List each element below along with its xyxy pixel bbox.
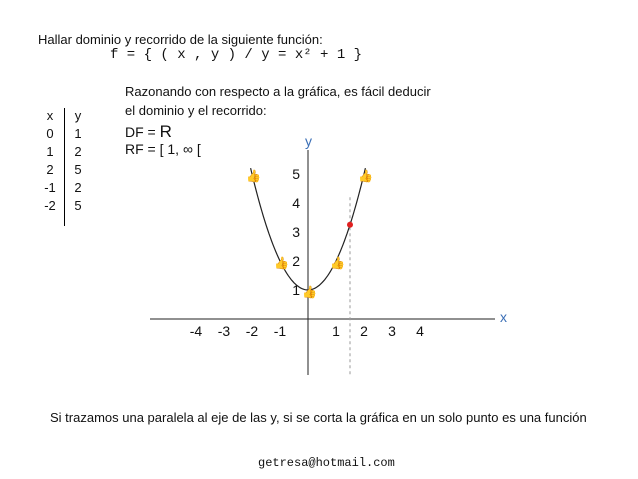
reasoning-line-1: Razonando con respecto a la gráfica, es fácil deducir bbox=[125, 84, 431, 99]
y-tick-label: 1 bbox=[292, 282, 300, 298]
thumb-marker-icon: 👍 bbox=[246, 169, 261, 183]
x-tick-label: -2 bbox=[245, 323, 259, 339]
y-tick-label: 4 bbox=[292, 195, 300, 211]
table-cell-y: 2 bbox=[74, 180, 82, 195]
table-cell-x: 1 bbox=[46, 144, 54, 159]
email-text: getresa@hotmail.com bbox=[258, 456, 395, 470]
x-tick-label: 2 bbox=[360, 323, 368, 339]
conclusion-text: Si trazamos una paralela al eje de las y, si se corta la gráfica en un solo punto es una función bbox=[50, 410, 587, 425]
table-cell-x: -1 bbox=[44, 180, 56, 195]
x-tick-label: -1 bbox=[273, 323, 287, 339]
x-tick-label: -3 bbox=[217, 323, 231, 339]
y-tick-label: 3 bbox=[292, 224, 300, 240]
table-cell-y: 1 bbox=[74, 126, 82, 141]
thumb-marker-icon: 👍 bbox=[358, 169, 373, 183]
instruction-text: Hallar dominio y recorrido de la siguiente función: bbox=[38, 32, 323, 47]
y-axis-label: y bbox=[305, 133, 312, 149]
table-cell-y: 2 bbox=[74, 144, 82, 159]
y-tick-label: 2 bbox=[292, 253, 300, 269]
thumb-marker-icon: 👍 bbox=[330, 256, 345, 270]
function-definition: f = { ( x , y ) / y = x² + 1 } bbox=[110, 47, 363, 63]
y-tick-label: 5 bbox=[292, 166, 300, 182]
table-header-x: x bbox=[46, 108, 54, 123]
thumb-marker-icon: 👍 bbox=[302, 285, 317, 299]
range-line: RF = [ 1, ∞ [ bbox=[125, 141, 201, 157]
table-cell-y: 5 bbox=[74, 198, 82, 213]
x-tick-label: -4 bbox=[189, 323, 203, 339]
intersection-point bbox=[347, 222, 353, 228]
x-axis-label: x bbox=[500, 309, 507, 325]
table-header-y: y bbox=[74, 108, 82, 123]
table-cell-x: 0 bbox=[46, 126, 54, 141]
reasoning-line-2: el dominio y el recorrido: bbox=[125, 103, 267, 118]
domain-label: DF = bbox=[125, 124, 156, 140]
table-cell-x: 2 bbox=[46, 162, 54, 177]
x-tick-label: 3 bbox=[388, 323, 396, 339]
x-tick-label: 4 bbox=[416, 323, 424, 339]
table-cell-x: -2 bbox=[44, 198, 56, 213]
thumb-marker-icon: 👍 bbox=[274, 256, 289, 270]
table-cell-y: 5 bbox=[74, 162, 82, 177]
x-tick-label: 1 bbox=[332, 323, 340, 339]
domain-value: R bbox=[159, 122, 172, 141]
